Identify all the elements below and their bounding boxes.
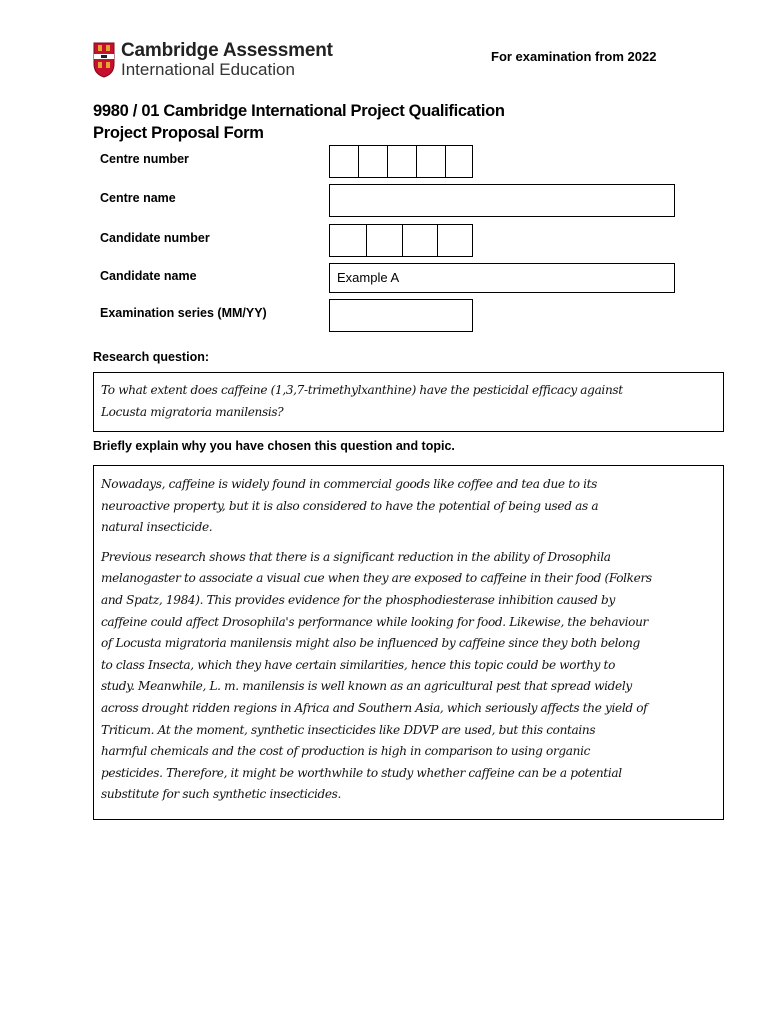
candidate-number-cell[interactable] xyxy=(330,225,367,256)
explanation-line: harmful chemicals and the cost of production is high in comparison to using organic xyxy=(101,744,591,759)
research-question-label: Research question: xyxy=(93,350,210,364)
explanation-line: across drought ridden regions in Africa and Southern Asia, which seriously affects the yield of xyxy=(101,700,648,715)
centre-number-cell[interactable] xyxy=(417,146,446,177)
explanation-line: Nowadays, caffeine is widely found in commercial goods like coffee and tea due to its xyxy=(101,477,598,491)
centre-number-cell[interactable] xyxy=(359,146,388,177)
explanation-line: natural insecticide. xyxy=(101,520,213,535)
explanation-line: and Spatz, 1984). This provides evidence for the phosphodiesterase inhibition caused by xyxy=(101,592,615,607)
explanation-line: melanogaster to associate a visual cue when they are exposed to caffeine in their food (Folkers xyxy=(101,571,652,586)
centre-number-cell[interactable] xyxy=(388,146,417,177)
centre-number-label: Centre number xyxy=(100,152,189,166)
form-subtitle: Project Proposal Form xyxy=(93,124,264,142)
centre-number-cell[interactable] xyxy=(330,146,359,177)
candidate-name-field[interactable]: Example A xyxy=(329,263,675,293)
candidate-name-label: Candidate name xyxy=(100,269,197,283)
candidate-number-label: Candidate number xyxy=(100,231,210,245)
explanation-label: Briefly explain why you have chosen this question and topic. xyxy=(93,439,455,453)
explanation-line: to class Insecta, which they have certain similarities, hence this topic could be worthy to xyxy=(101,657,615,672)
centre-number-cell[interactable] xyxy=(446,146,472,177)
candidate-number-cell[interactable] xyxy=(367,225,403,256)
explanation-line: neuroactive property, but it is also considered to have the potential of being used as a xyxy=(101,498,599,513)
org-name-line2: International Education xyxy=(121,60,295,79)
cambridge-crest-icon xyxy=(93,42,115,78)
form-title: 9980 / 01 Cambridge International Project Qualification xyxy=(93,102,505,120)
candidate-number-cell[interactable] xyxy=(403,225,438,256)
exam-from-text: For examination from 2022 xyxy=(491,49,657,64)
org-name-line1: Cambridge Assessment xyxy=(121,40,333,61)
exam-series-field[interactable] xyxy=(329,299,473,332)
explanation-line: of Locusta migratoria manilensis might also be influenced by caffeine since they both belong xyxy=(101,636,640,651)
explanation-line: Triticum. At the moment, synthetic insecticides like DDVP are used, but this contains xyxy=(101,722,596,737)
explanation-line: study. Meanwhile, L. m. manilensis is well known as an agricultural pest that spread widely xyxy=(101,679,632,694)
explanation-line: Previous research shows that there is a significant reduction in the ability of Drosophila xyxy=(101,549,611,564)
explanation-line: pesticides. Therefore, it might be worthwhile to study whether caffeine can be a potential xyxy=(101,765,622,780)
centre-name-label: Centre name xyxy=(100,191,176,205)
research-question-line: Locusta migratoria manilensis? xyxy=(101,404,284,419)
explanation-line: caffeine could affect Drosophila's performance while looking for food. Likewise, the behaviour xyxy=(101,614,648,629)
candidate-number-cell[interactable] xyxy=(438,225,472,256)
centre-number-field[interactable] xyxy=(329,145,473,178)
exam-series-label: Examination series (MM/YY) xyxy=(100,306,267,320)
explanation-line: substitute for such synthetic insecticides. xyxy=(101,787,342,802)
explanation-box[interactable] xyxy=(93,465,724,820)
research-question-line: To what extent does caffeine (1,3,7-trimethylxanthine) have the pesticidal efficacy against xyxy=(101,383,623,397)
centre-name-field[interactable] xyxy=(329,184,675,217)
candidate-number-field[interactable] xyxy=(329,224,473,257)
research-question-box[interactable] xyxy=(93,372,724,432)
